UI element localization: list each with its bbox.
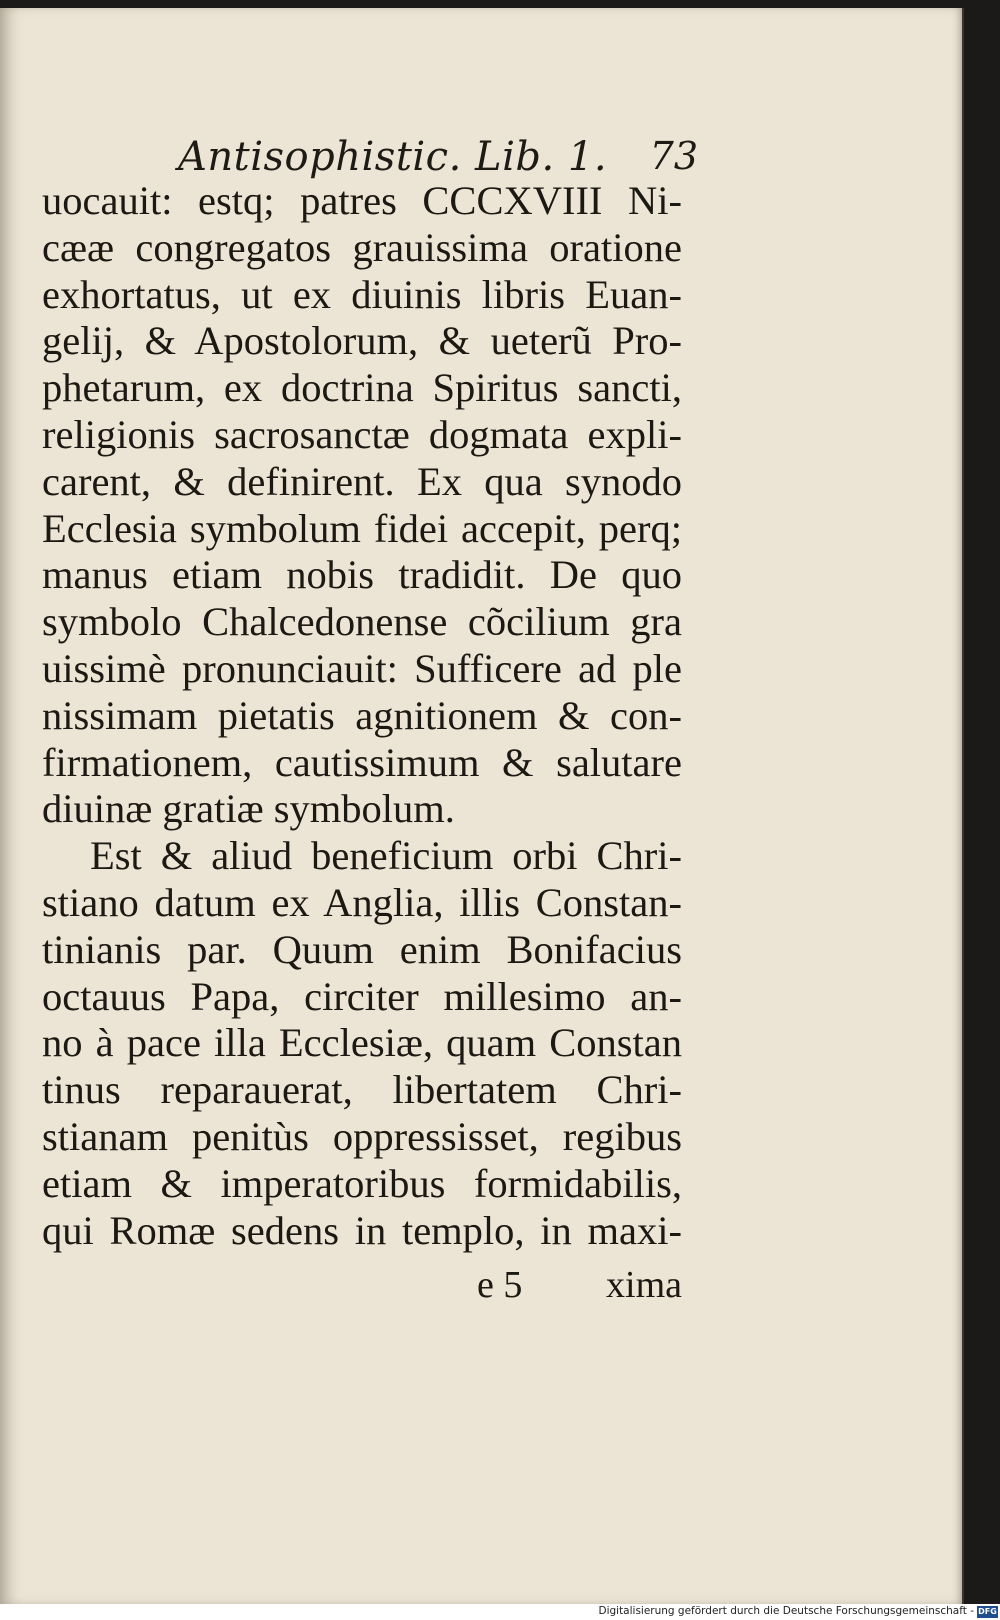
funding-notice: Digitalisierung gefördert durch die Deutsche Forschungsgemeinschaft - [598,1605,974,1617]
text-line: stianam penitùs oppressisset, regibus [42,1113,682,1159]
text-line: diuinæ gratiæ symbolum. [42,786,455,832]
body-text [42,178,682,1254]
dfg-logo: DFG [978,1607,997,1616]
page-foot-marks [42,1263,682,1309]
text-line: qui Romæ sedens in templo, in maxi- [42,1207,682,1253]
text-line: phetarum, ex doctrina Spiritus sancti, [42,365,682,411]
text-line: carent, & definirent. Ex qua synodo [42,458,682,504]
text-line: tinus reparauerat, libertatem Chri- [42,1067,682,1113]
text-line: symbolo Chalcedonense cõcilium gra [42,599,682,645]
text-line: tinianis par. Quum enim Bonifacius [42,926,682,972]
text-line: firmationem, cautissimum & salutare [42,739,682,785]
digitization-footer [0,1604,1000,1620]
text-line-paragraph-start: Est & aliud beneficium orbi Chri- [90,833,682,879]
text-line: uissimè pronunciauit: Sufficere ad ple [42,645,682,691]
text-line: no à pace illa Ecclesiæ, quam Constan [42,1020,682,1066]
text-line: cææ congregatos grauissima oratione [42,224,682,270]
text-line: Ecclesia symbolum fidei accepit, perq; [42,505,682,551]
text-line: stiano datum ex Anglia, illis Constan- [42,879,682,925]
text-line: uocauit: estq; patres CCCXVIII Ni- [42,178,682,223]
text-line: religionis sacrosanctæ dogmata expli- [42,411,682,457]
text-line: gelij, & Apostolorum, & ueterũ Pro- [42,318,682,364]
page-number: 73 [649,134,698,178]
text-line: octauus Papa, circiter millesimo an- [42,973,682,1019]
catchword: xima [606,1264,682,1306]
text-line: nissimam pietatis agnitionem & con- [42,692,682,738]
text-line: manus etiam nobis tradidit. De quo [42,552,682,598]
signature-mark: e 5 [477,1264,523,1306]
text-line: etiam & imperatoribus formidabilis, [42,1160,682,1206]
running-head: Antisophistic. Lib. 1. [178,134,608,180]
text-line: exhortatus, ut ex diuinis libris Euan- [42,271,682,317]
